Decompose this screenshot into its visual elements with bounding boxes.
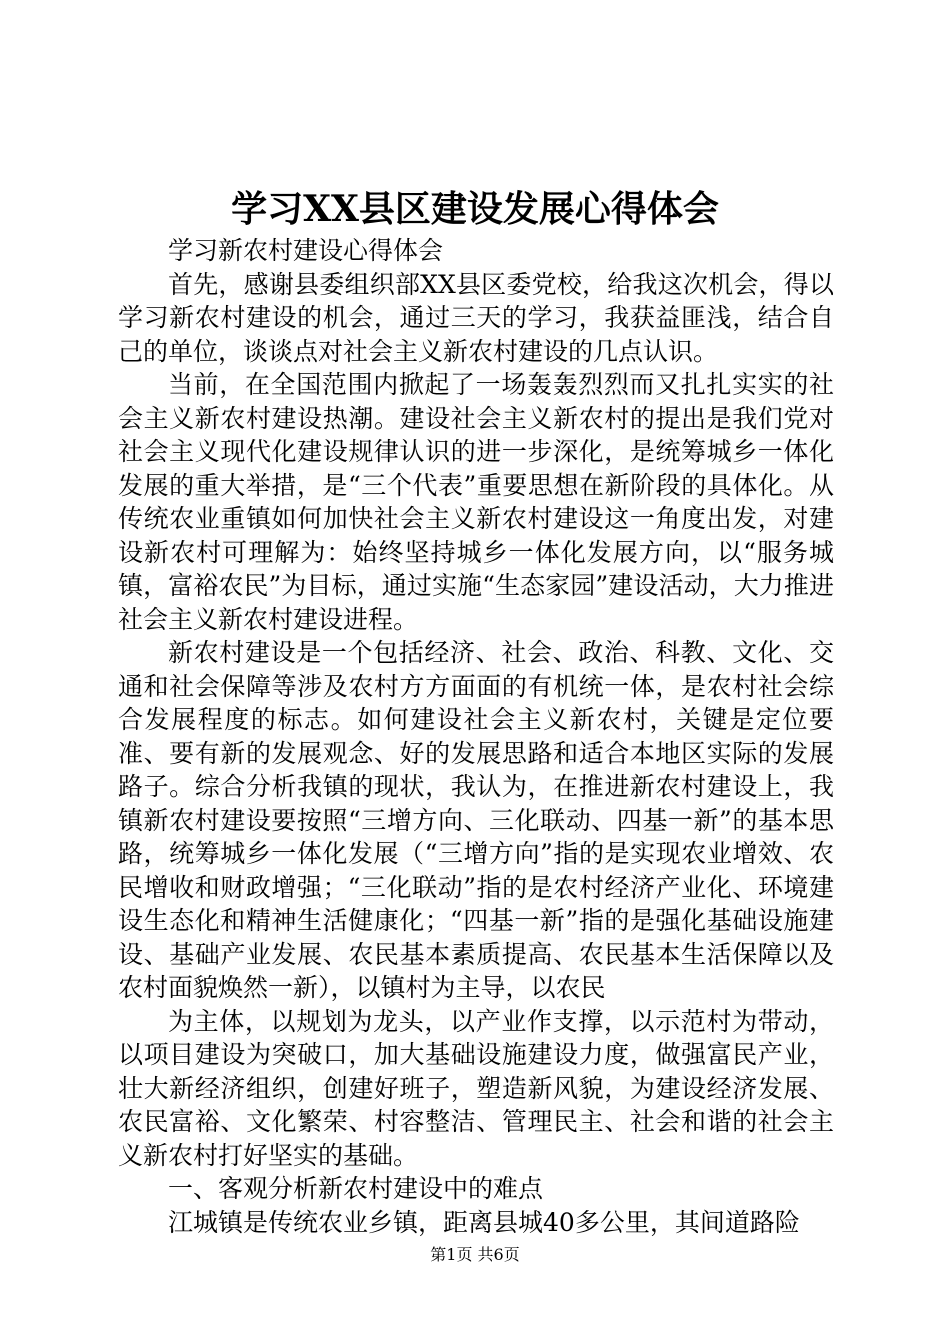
paragraph-context: 当前，在全国范围内掀起了一场轰轰烈烈而又扎扎实实的社会主义新农村建设热潮。建设社会主义新农村的提出是我们党对社会主义现代化建设规律认识的进一步深化，是统筹城乡一体化发展的重大举措，是“三个代表”重要思想在新阶段的具体化。从传统农业重镇如何加快社会主义新农村建设这一角度出发，对建设新农村可理解为：始终坚持城乡一体化发展方向，以“服务城镇，富裕农民”为目标，通过实施“生态家园”建设活动，大力推进社会主义新农村建设进程。 [118,370,834,634]
paragraph-town-description: 江城镇是传统农业乡镇，距离县城40多公里，其间道路险 [168,1207,800,1237]
paragraph-goals: 为主体，以规划为龙头，以产业作支撑，以示范村为带动，以项目建设为突破口，加大基础设施建设力度，做强富民产业，壮大新经济组织，创建好班子，塑造新风貌，为建设经济发展、农民富裕、文化繁荣、村容整洁、管理民主、社会和谐的社会主义新农村打好坚实的基础。 [118,1006,834,1170]
document-title: 学习XX县区建设发展心得体会 [231,188,719,230]
page-number-footer: 第1页 共6页 [430,1245,520,1264]
document-body [118,234,834,1239]
section-heading-difficulties: 一、客观分析新农村建设中的难点 [168,1174,544,1203]
paragraph-strategy: 新农村建设是一个包括经济、社会、政治、科教、文化、交通和社会保障等涉及农村方方面面的有机统一体，是农村社会综合发展程度的标志。如何建设社会主义新农村，关键是定位要准、要有新的发展观念、好的发展思路和适合本地区实际的发展路子。综合分析我镇的现状，我认为，在推进新农村建设上，我镇新农村建设要按照“三增方向、三化联动、四基一新”的基本思路，统筹城乡一体化发展（“三增方向”指的是实现农业增效、农民增收和财政增强；“三化联动”指的是农村经济产业化、环境建设生态化和精神生活健康化；“四基一新”指的是强化基础设施建设、基础产业发展、农民基本素质提高、农民基本生活保障以及农村面貌焕然一新），以镇村为主导，以农民 [118,638,834,1002]
paragraph-subtitle: 学习新农村建设心得体会 [168,236,444,265]
paragraph-intro: 首先，感谢县委组织部XX县区委党校，给我这次机会，得以学习新农村建设的机会，通过三天的学习，我获益匪浅，结合自己的单位，谈谈点对社会主义新农村建设的几点认识。 [118,269,834,366]
